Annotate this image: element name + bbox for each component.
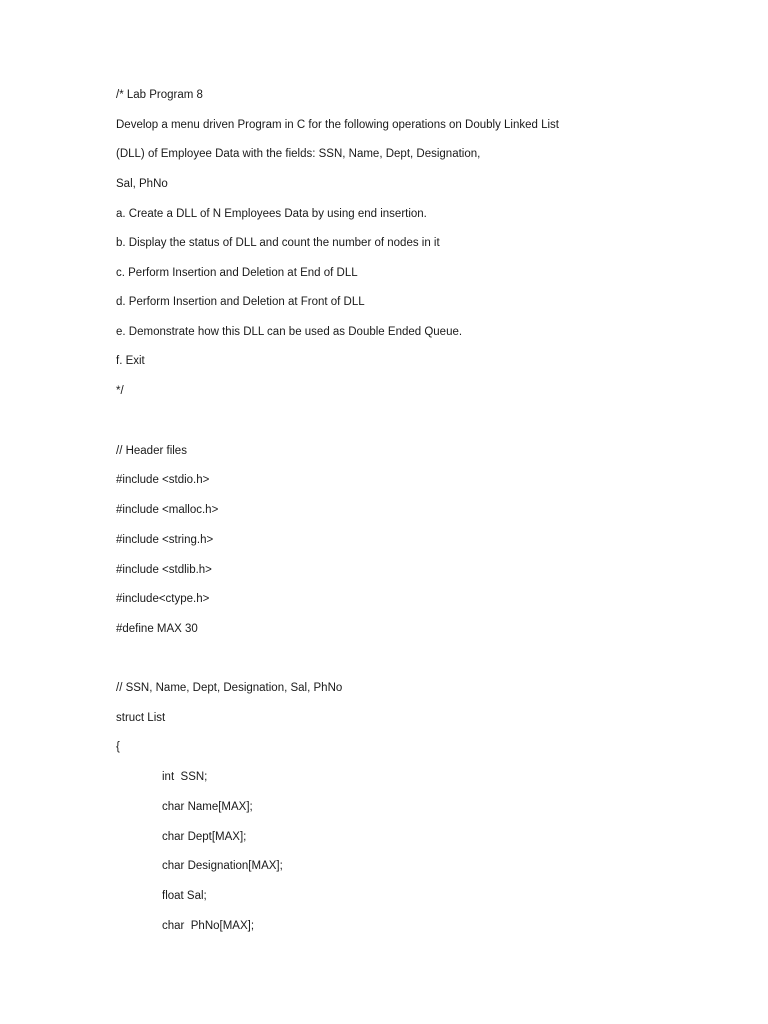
description-line-1: Develop a menu driven Program in C for the following operations on Doubly Linked List (116, 119, 559, 131)
menu-option-c: c. Perform Insertion and Deletion at End of DLL (116, 267, 358, 279)
field-ssn: int SSN; (162, 771, 208, 783)
description-line-3: Sal, PhNo (116, 178, 168, 190)
include-ctype: #include<ctype.h> (116, 593, 210, 605)
menu-option-b: b. Display the status of DLL and count the number of nodes in it (116, 237, 440, 249)
include-string: #include <string.h> (116, 534, 214, 546)
include-stdlib: #include <stdlib.h> (116, 564, 212, 576)
field-designation: char Designation[MAX]; (162, 860, 283, 872)
struct-declaration: struct List (116, 712, 166, 724)
description-line-2: (DLL) of Employee Data with the fields: SSN, Name, Dept, Designation, (116, 148, 481, 160)
field-dept: char Dept[MAX]; (162, 831, 247, 843)
menu-option-f: f. Exit (116, 355, 145, 367)
include-malloc: #include <malloc.h> (116, 504, 219, 516)
define-max: #define MAX 30 (116, 623, 198, 635)
include-stdio: #include <stdio.h> (116, 474, 210, 486)
field-sal: float Sal; (162, 890, 207, 902)
comment-open-title: /* Lab Program 8 (116, 89, 203, 101)
fields-comment: // SSN, Name, Dept, Designation, Sal, PhNo (116, 682, 343, 694)
struct-open-brace: { (116, 741, 120, 753)
field-name: char Name[MAX]; (162, 801, 253, 813)
menu-option-a: a. Create a DLL of N Employees Data by using end insertion. (116, 208, 427, 220)
menu-option-e: e. Demonstrate how this DLL can be used as Double Ended Queue. (116, 326, 463, 338)
header-files-comment: // Header files (116, 445, 187, 457)
menu-option-d: d. Perform Insertion and Deletion at Front of DLL (116, 296, 365, 308)
comment-close: */ (116, 385, 124, 397)
field-phno: char PhNo[MAX]; (162, 920, 255, 932)
